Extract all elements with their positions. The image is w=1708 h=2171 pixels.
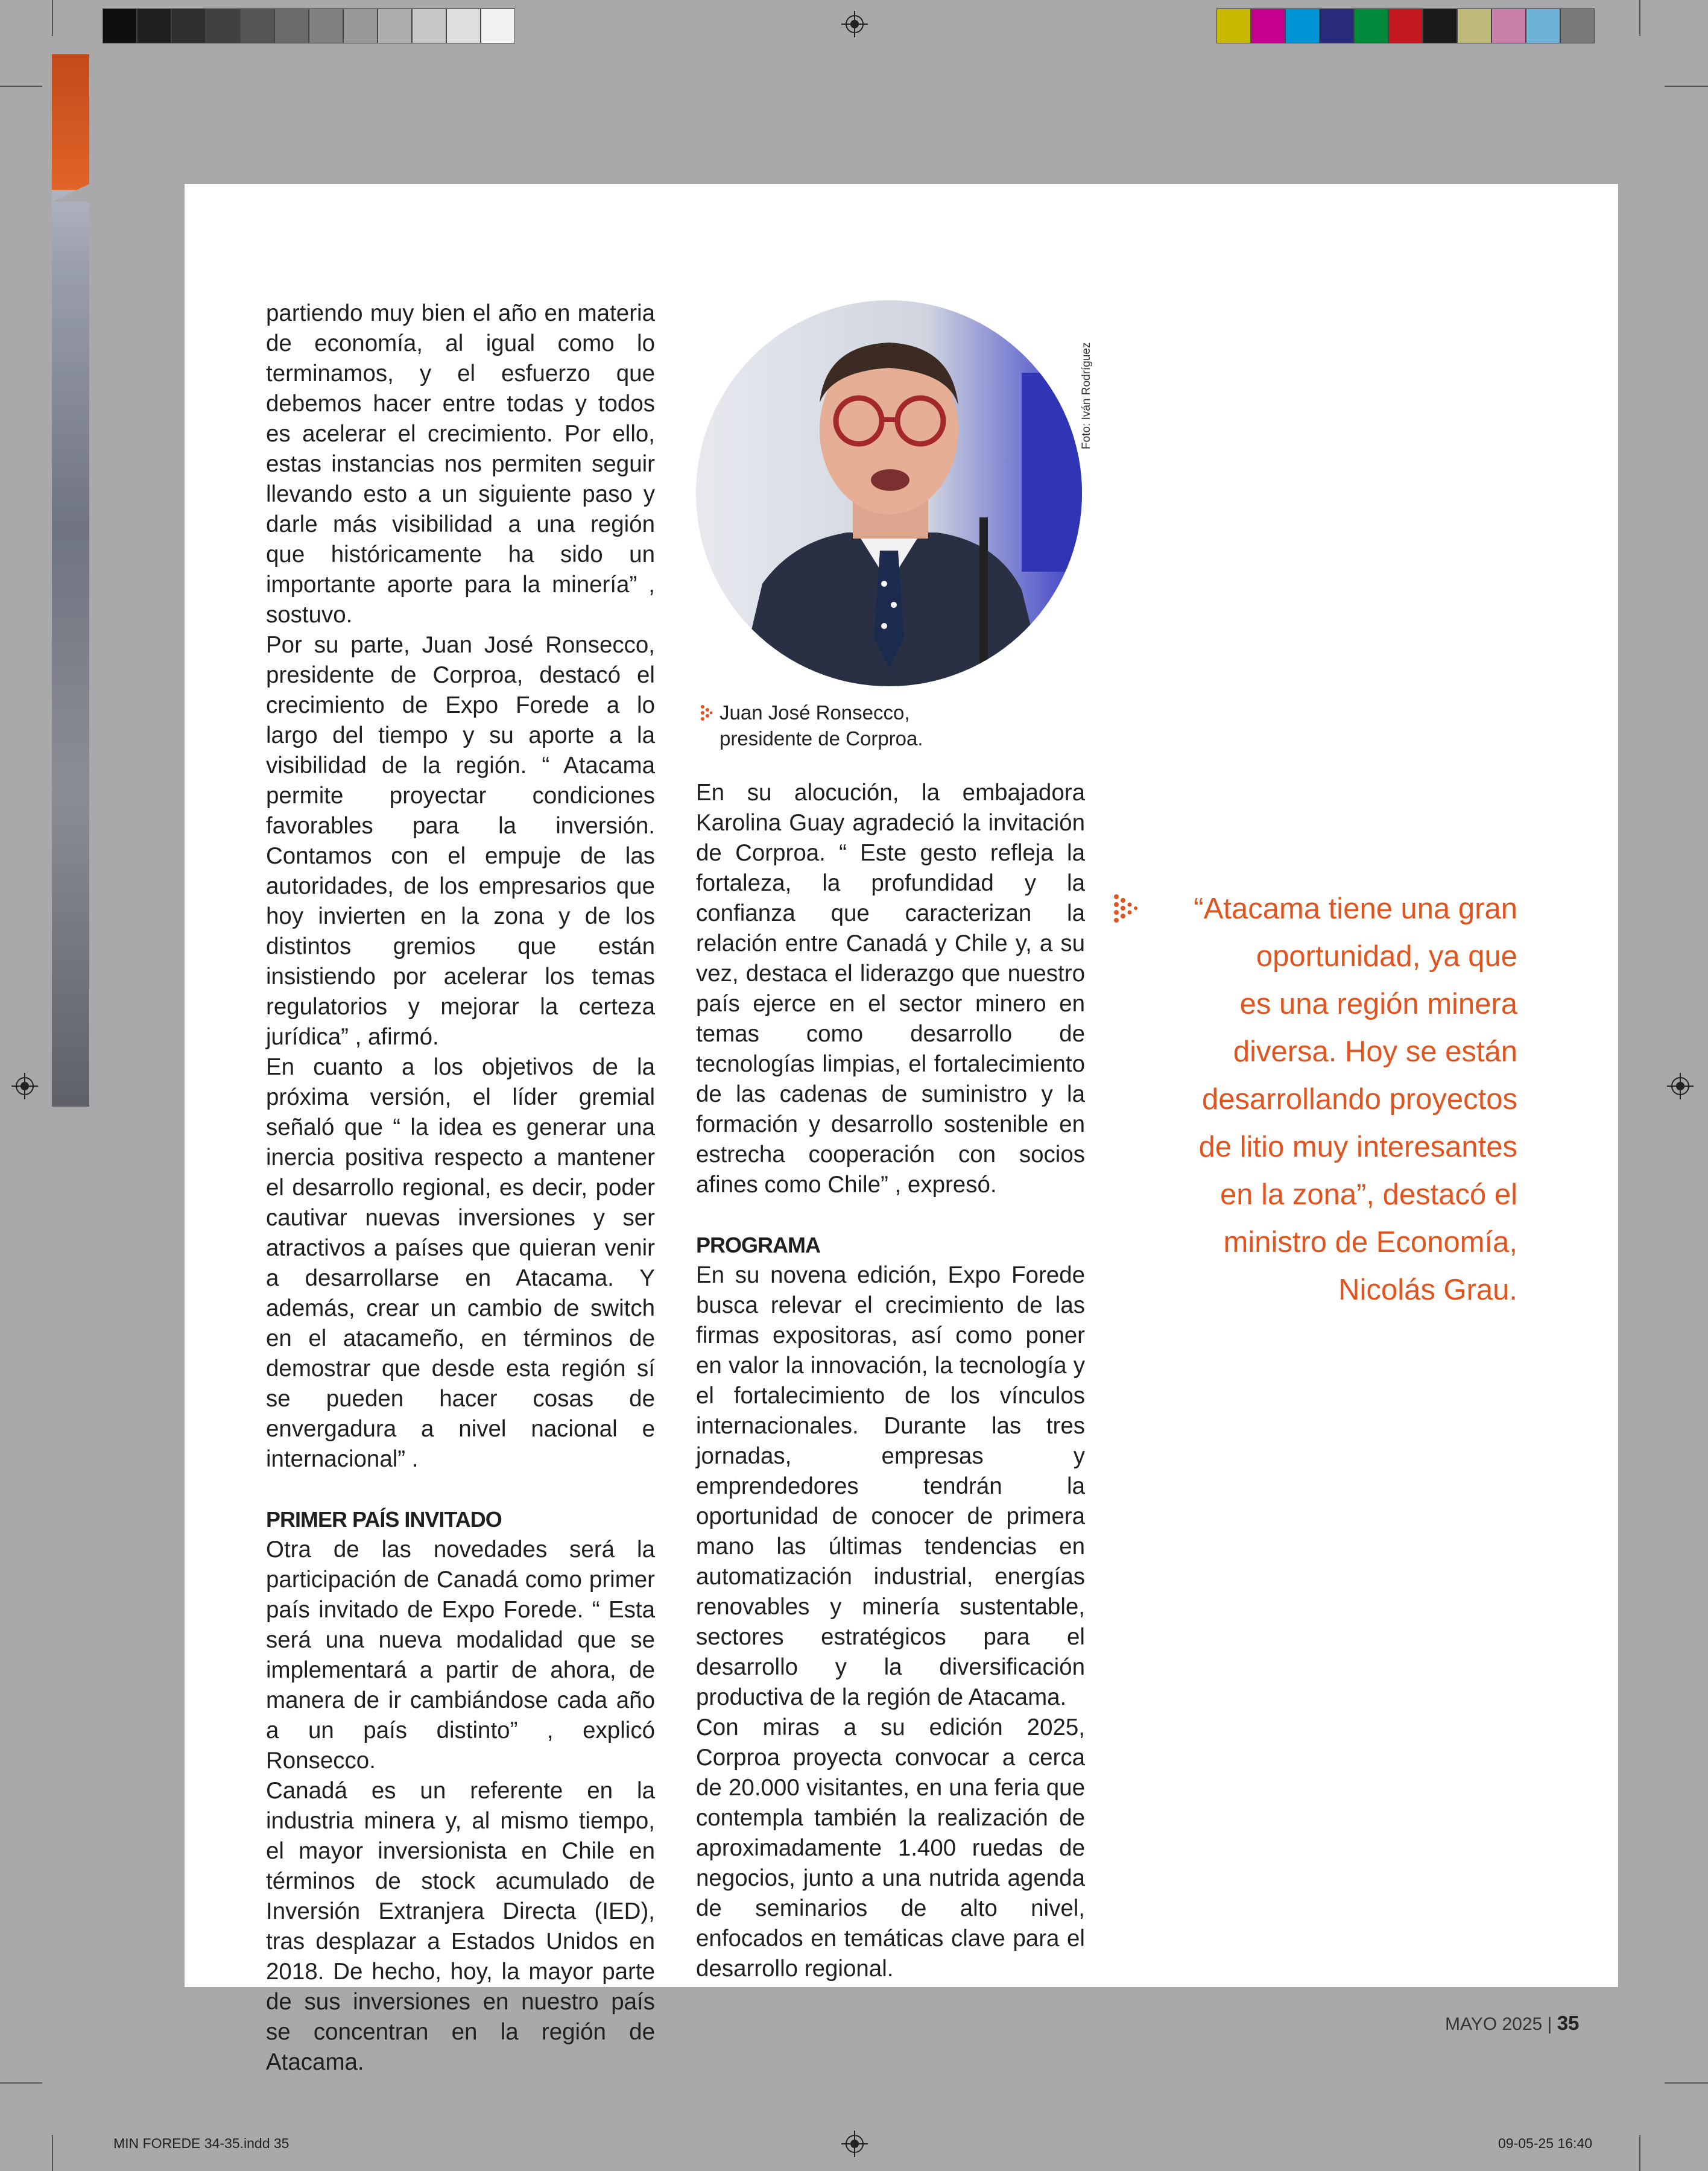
paragraph: Otra de las novedades será la participación de Canadá como primer país invitado de Expo Forede. “ Esta será una nueva modalidad que se implementará a partir de ahora, de manera de ir cambiándose cada año a un país distinto” , explicó Ronsecco.	[266, 1537, 655, 1774]
crop-mark	[1639, 2135, 1640, 2171]
page-folio	[1445, 2012, 1579, 2035]
registration-mark-icon	[11, 1073, 38, 1099]
calibration-swatch	[1251, 8, 1285, 43]
calibration-swatch	[1354, 8, 1388, 43]
crop-mark	[0, 2082, 42, 2084]
calibration-swatch	[1388, 8, 1423, 43]
slug-filename: MIN FOREDE 34-35.indd 35	[113, 2135, 289, 2151]
paragraph: Canadá es un referente en la industria minera y, al mismo tiempo, el mayor inversionista en Chile en términos de stock acumulado de Inversión Extranjera Directa (IED), tras desplazar a Estados Unidos en 2018. De hecho, hoy, la mayor parte de sus inversiones en nuestro país se concentran en la región de Atacama.	[266, 1778, 655, 2075]
calibration-swatch	[1491, 8, 1526, 43]
calibration-swatch	[446, 8, 481, 43]
calibration-swatch	[1457, 8, 1491, 43]
quote-line: de litio muy interesantes	[1198, 1131, 1517, 1163]
calibration-swatch	[343, 8, 378, 43]
slug-timestamp: 09-05-25 16:40	[1498, 2135, 1593, 2151]
issue-date: MAYO 2025	[1445, 2014, 1543, 2034]
calibration-swatch	[481, 8, 515, 43]
quote-line: oportunidad, ya que	[1256, 940, 1517, 973]
calibration-swatch	[1560, 8, 1595, 43]
crop-mark	[1665, 2082, 1708, 2084]
calibration-swatch	[1526, 8, 1560, 43]
paragraph: partiendo muy bien el año en materia de economía, al igual como lo terminamos, y el esfuerzo que debemos hacer entre todas y todos es acelerar el crecimiento. Por ello, estas instancias nos permiten seguir llevando esto a un siguiente paso y darle más visibilidad a una región que históricamente ha sido un importante aporte para la minería” , sostuvo.	[266, 300, 655, 628]
crop-mark	[1665, 86, 1708, 87]
quote-line: Nicolás Grau.	[1338, 1274, 1517, 1306]
folio-separator: |	[1547, 2014, 1552, 2034]
calibration-swatch	[412, 8, 446, 43]
pull-quote	[1113, 885, 1517, 1314]
quote-line: diversa. Hoy se están	[1233, 1035, 1517, 1068]
calibration-swatch	[103, 8, 137, 43]
paragraph: En su novena edición, Expo Forede busca relevar el crecimiento de las firmas expositoras, así como poner en valor la innovación, la tecnología y el fortalecimiento de los vínculos internacionales. Durante las tres jornadas, empresas y emprendedores tendrán la oportunidad de conocer de primera mano las últimas tendencias en automatización industrial, energías renovables y minería sustentable, sectores estratégicos para el desarrollo y la diversificación productiva de la región de Atacama.	[696, 1262, 1085, 1710]
article-column-2	[696, 778, 1085, 1984]
portrait-illustration	[696, 300, 1082, 686]
calibration-swatch	[1285, 8, 1320, 43]
quote-line: en la zona”, destacó el	[1219, 1178, 1517, 1211]
dot-bullet-icon	[700, 704, 712, 721]
caption-line: presidente de Corproa.	[720, 727, 923, 750]
section-heading: PROGRAMA	[696, 1233, 820, 1257]
paragraph: En su alocución, la embajadora Karolina Guay agradeció la invitación de Corproa. “ Este gesto refleja la fortaleza, la profundidad y la confianza que caracterizan la relación entre Canadá y Chile y, a su vez, destaca el liderazgo que nuestro país ejerce en el sector minero en temas como desarrollo de tecnologías limpias, el fortalecimiento de las cadenas de suministro y la formación y desarrollo sostenible en estrecha cooperación con socios afines como Chile” , expresó.	[696, 780, 1085, 1198]
quote-line: “Atacama tiene una gran	[1194, 893, 1517, 925]
grayscale-calibration-bar	[103, 8, 515, 43]
calibration-swatch	[274, 8, 309, 43]
calibration-swatch	[378, 8, 412, 43]
calibration-swatch	[1216, 8, 1251, 43]
calibration-swatch	[206, 8, 240, 43]
registration-mark-icon	[841, 2131, 868, 2157]
crop-mark	[52, 2135, 53, 2171]
paragraph: Por su parte, Juan José Ronsecco, presidente de Corproa, destacó el crecimiento de Expo Forede a lo largo del tiempo y su aporte a la visibilidad de la región. “ Atacama permite proyectar condiciones favorables para la inversión. Contamos con el empuje de las autoridades, de los empresarios que hoy invierten en la zona y de los distintos gremios que están insistiendo por acelerar los temas regulatorios y mejorar la certeza jurídica” , afirmó.	[266, 632, 655, 1050]
paragraph: Con miras a su edición 2025, Corproa proyecta convocar a cerca de 20.000 visitantes, en una feria que contempla también la realización de aproximadamente 1.400 ruedas de negocios, junto a una nutrida agenda de seminarios de alto nivel, enfocados en temáticas clave para el desarrollo regional.	[696, 1714, 1085, 1982]
calibration-swatch	[1423, 8, 1457, 43]
calibration-swatch	[309, 8, 343, 43]
paragraph: En cuanto a los objetivos de la próxima versión, el líder gremial señaló que “ la idea es generar una inercia positiva respecto a mantener el desarrollo regional, es decir, poder cautivar nuevas inversiones y ser atractivos a países que quieran venir a desarrollarse en Atacama. Y además, crear un cambio de switch en el atacameño, en términos de demostrar que desde esta región sí se pueden hacer cosas de envergadura a nivel nacional e internacional” .	[266, 1054, 655, 1472]
calibration-swatch	[137, 8, 171, 43]
registration-mark-icon	[1667, 1073, 1694, 1099]
quote-line: es una región minera	[1239, 988, 1517, 1020]
section-heading: PRIMER PAÍS INVITADO	[266, 1507, 502, 1532]
calibration-swatch	[171, 8, 206, 43]
page-number: 35	[1557, 2012, 1580, 2034]
article-column-1	[266, 299, 655, 2078]
dot-bullet-icon	[1113, 894, 1140, 926]
crop-mark	[1639, 0, 1640, 36]
portrait-photo	[696, 300, 1082, 686]
registration-mark-icon	[841, 11, 868, 37]
crop-mark	[52, 0, 53, 36]
color-calibration-bar	[1216, 8, 1595, 43]
adjacent-page-image	[52, 54, 89, 1107]
quote-line: ministro de Economía,	[1223, 1226, 1517, 1259]
adjacent-page-accent	[52, 54, 89, 190]
quote-line: desarrollando proyectos	[1202, 1083, 1517, 1116]
calibration-swatch	[1320, 8, 1354, 43]
photo-credit: Foto: Iván Rodríguez	[1080, 342, 1093, 449]
calibration-swatch	[240, 8, 274, 43]
caption-line: Juan José Ronsecco,	[720, 701, 910, 724]
crop-mark	[0, 86, 42, 87]
